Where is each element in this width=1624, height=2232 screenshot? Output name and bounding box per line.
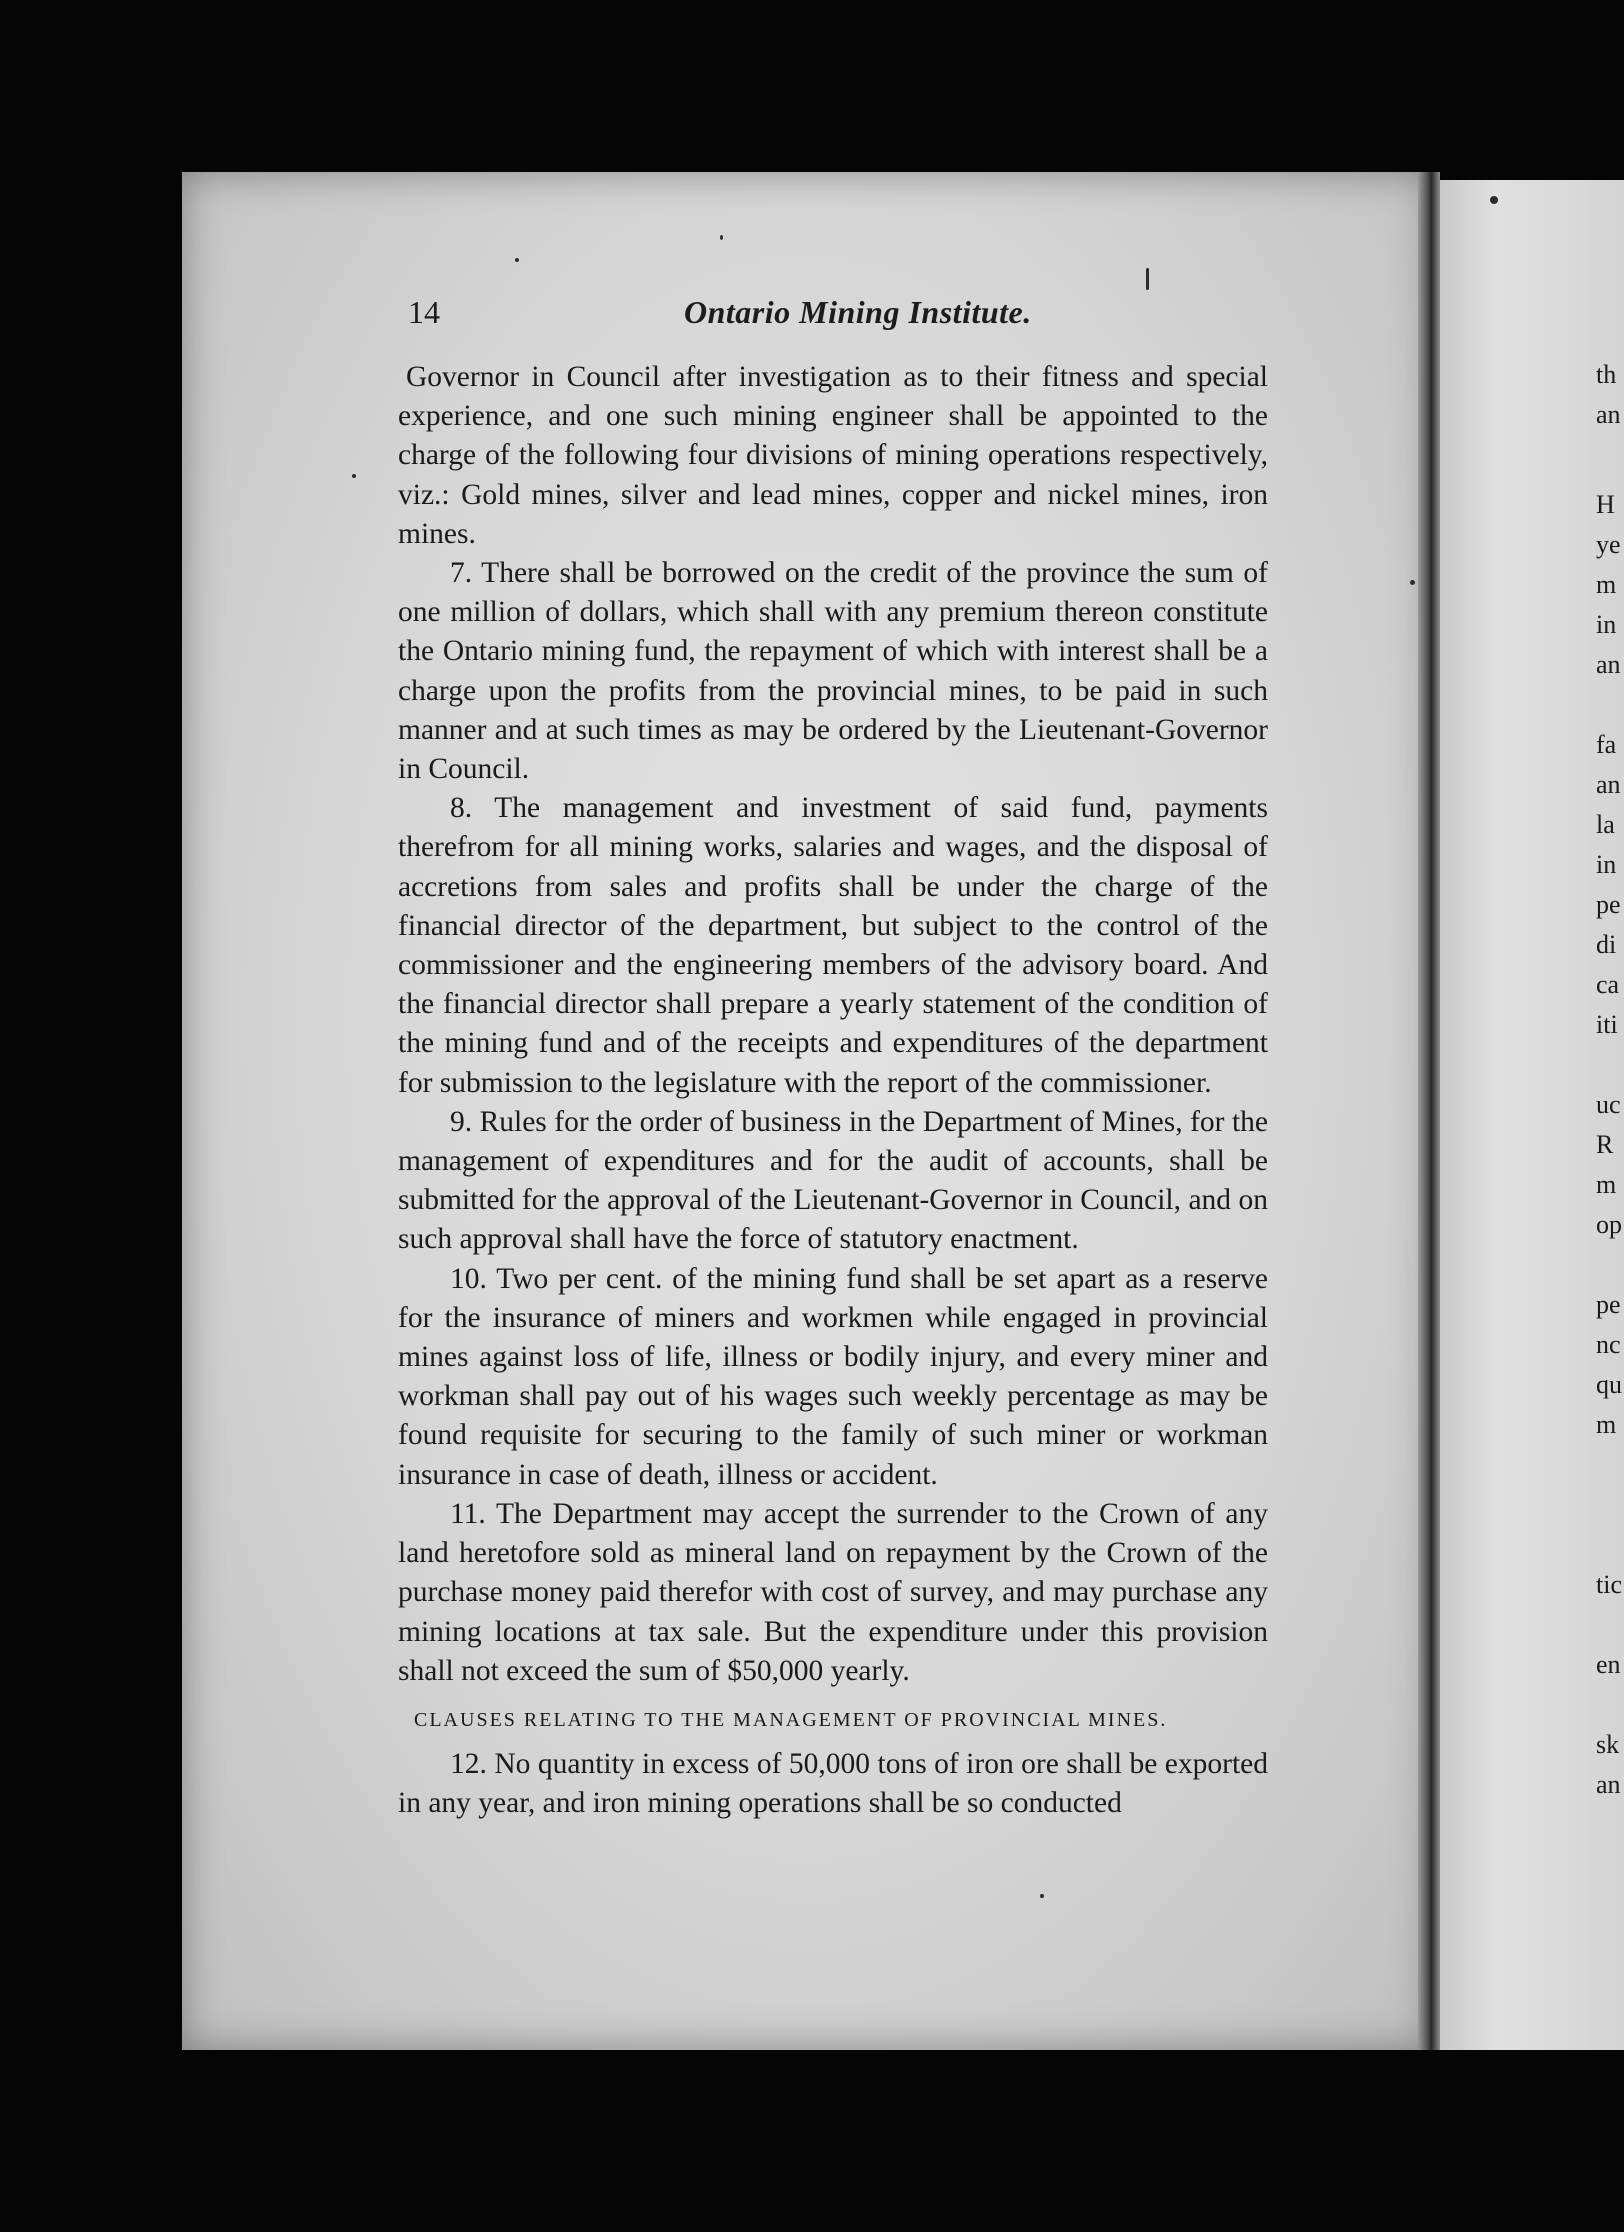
page-body <box>398 358 1268 1823</box>
paragraph-continuation: Governor in Council after investigation as to their fitness and special experience, and one such mining engineer shall be appointed to the charge of the following four divisions of mining operations respectively, viz.: Gold mines, silver and lead mines, copper and nickel mines, iron mines. <box>398 361 1268 550</box>
scan-speck <box>515 258 519 262</box>
adjacent-page-fragment: op <box>1596 1210 1622 1239</box>
section-heading: CLAUSES RELATING TO THE MANAGEMENT OF PROVINCIAL MINES. <box>414 1708 1168 1731</box>
adjacent-page-fragment: m <box>1596 570 1617 599</box>
adjacent-page-fragment: an <box>1596 650 1621 679</box>
paragraph-section-7: 7. There shall be borrowed on the credit of the province the sum of one million of dollars, which shall with any premium thereon constitute the Ontario mining fund, the repayment of which with interest shall be a charge upon the profits from the provincial mines, to be paid in such manner and at such times as may be ordered by the Lieutenant-Governor in Council. <box>398 557 1268 786</box>
adjacent-page-fragment: iti <box>1596 1010 1618 1039</box>
adjacent-page-fragment: en <box>1596 1650 1621 1679</box>
paragraph-section-8: 8. The management and investment of said fund, payments therefrom for all mining works, salaries and wages, and the disposal of accretions from sales and profits shall be under the charge of the financial director of the department, but subject to the control of the commissioner and the engineering members of the advisory board. And the financial director shall prepare a yearly statement of the condition of the mining fund and of the receipts and expenditures of the department for submission to the legislature with the report of the commissioner. <box>398 792 1268 1099</box>
adjacent-page-fragment: m <box>1596 1410 1617 1439</box>
scan-speck <box>1410 580 1415 585</box>
scan-speck <box>1040 1894 1044 1898</box>
adjacent-page-fragment: uc <box>1596 1090 1621 1119</box>
adjacent-page-fragment: R <box>1596 1130 1614 1159</box>
paragraph-section-10: 10. Two per cent. of the mining fund shall be set apart as a reserve for the insurance of miners and workmen while engaged in provincial mines against loss of life, illness or bodily injury, and every miner and workman shall pay out of his wages such weekly percentage as may be found requisite for securing to the family of such miner or workman insurance in case of death, illness or accident. <box>398 1262 1268 1491</box>
paragraph-section-9: 9. Rules for the order of business in the Department of Mines, for the management of expenditures and for the audit of accounts, shall be submitted for the approval of the Lieutenant-Governor in Council, and on such approval shall have the force of statutory enactment. <box>398 1105 1268 1256</box>
adjacent-page-fragment: in <box>1596 850 1617 879</box>
adjacent-page-fragment: pe <box>1596 1290 1621 1319</box>
adjacent-page-fragment: H <box>1596 490 1615 519</box>
adjacent-page-fragment: fa <box>1596 730 1617 759</box>
adjacent-page-fragment: in <box>1596 610 1617 639</box>
scan-speck <box>1146 268 1149 290</box>
book-gutter <box>1418 172 1440 2050</box>
adjacent-page-fragment: tic <box>1596 1570 1622 1599</box>
adjacent-page-fragment: ye <box>1596 530 1621 559</box>
scan-speck <box>720 235 723 240</box>
adjacent-page-fragment: qu <box>1596 1370 1622 1399</box>
page-number: 14 <box>408 294 440 330</box>
adjacent-page-fragment: di <box>1596 930 1617 959</box>
adjacent-page-fragment: an <box>1596 770 1621 799</box>
adjacent-page-fragment: an <box>1596 1770 1621 1799</box>
scan-speck <box>352 474 356 478</box>
adjacent-page-fragment: th <box>1596 360 1617 389</box>
adjacent-page-fragment: pe <box>1596 890 1621 919</box>
adjacent-page-fragment: la <box>1596 810 1615 839</box>
adjacent-page-fragment: ca <box>1596 970 1620 999</box>
running-title: Ontario Mining Institute. <box>684 294 1032 330</box>
adjacent-page-fragment: nc <box>1596 1330 1621 1359</box>
paragraph-section-12: 12. No quantity in excess of 50,000 tons of iron ore shall be exported in any year, and iron mining operations shall be so conducted <box>398 1747 1268 1820</box>
scan-speck <box>1490 196 1498 204</box>
running-header <box>408 290 1248 340</box>
adjacent-page-fragment: m <box>1596 1170 1617 1199</box>
adjacent-page-fragment: an <box>1596 400 1621 429</box>
adjacent-page-fragment: sk <box>1596 1730 1620 1759</box>
paragraph-section-11: 11. The Department may accept the surrender to the Crown of any land heretofore sold as mineral land on repayment by the Crown of the purchase money paid therefor with cost of survey, and may purchase any mining locations at tax sale. But the expenditure under this provision shall not exceed the sum of $50,000 yearly. <box>398 1497 1268 1687</box>
